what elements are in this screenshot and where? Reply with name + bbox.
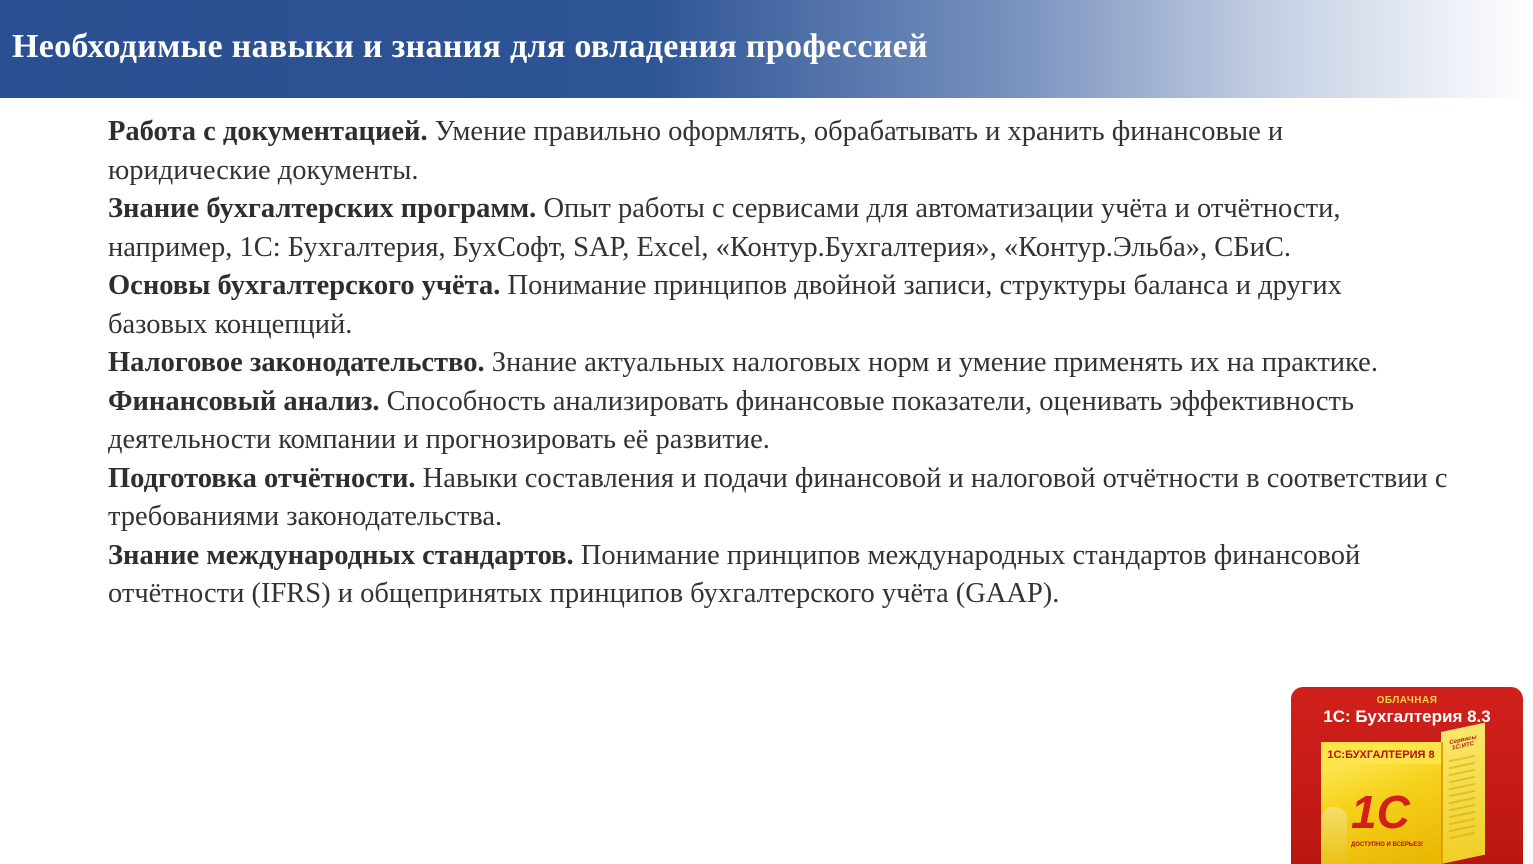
skill-term: Налоговое законодательство.: [108, 347, 485, 378]
skill-item: [108, 113, 1448, 190]
skill-description: Понимание принципов международных стандартов финансовой отчётности (IFRS) и общепринятых принципов бухгалтерского учёта (GAAP).: [108, 539, 1361, 609]
product-name: 1С: Бухгалтерия 8.3: [1323, 707, 1491, 726]
skill-item: [108, 190, 1448, 267]
product-kicker: ОБЛАЧНАЯ: [1376, 695, 1438, 706]
skill-term: Финансовый анализ.: [108, 385, 380, 417]
skill-term: Знание бухгалтерских программ.: [108, 193, 537, 224]
skill-term: Основы бухгалтерского учёта.: [108, 270, 501, 301]
skill-item: [108, 460, 1448, 537]
skill-item: [108, 537, 1448, 614]
skill-term: Работа с документацией.: [108, 116, 428, 147]
skill-term: Подготовка отчётности.: [108, 462, 416, 494]
logo-1c-icon: 1С: [1351, 786, 1410, 838]
skill-description: Понимание принципов двойной записи, структуры баланса и других базовых концепций.: [108, 270, 1342, 340]
product-image-1c-accounting: [1291, 687, 1523, 864]
skill-description: Навыки составления и подачи финансовой и налоговой отчётности в соответствии с требованиями законодательства.: [108, 462, 1448, 532]
product-person-figure: [1321, 807, 1347, 864]
skill-description: Знание актуальных налоговых норм и умение применять их на практике.: [491, 347, 1378, 378]
skill-description: Способность анализировать финансовые показатели, оценивать эффективность деятельности компании и прогнозировать её развитие.: [108, 385, 1354, 455]
skill-item: [108, 383, 1448, 460]
skill-description: Опыт работы с сервисами для автоматизации учёта и отчётности, например, 1С: Бухгалтерия, БухСофт, SAP, Excel, «Контур.Бухгалтерия», «Контур.Эльба», СБиС.: [108, 193, 1341, 263]
skill-item: [108, 267, 1448, 344]
page-title: Необходимые навыки и знания для овладения профессией: [12, 28, 928, 65]
skill-item: [108, 344, 1448, 383]
skills-list: [108, 113, 1448, 614]
product-box-side: [1441, 723, 1485, 864]
product-box-side-label: Сервисы 1С:ИТС: [1449, 734, 1477, 752]
product-box-label: 1С:БУХГАЛТЕРИЯ 8: [1327, 749, 1435, 761]
header-bar: [0, 0, 1533, 98]
skill-term: Знание международных стандартов.: [108, 539, 574, 571]
product-slogan: ДОСТУПНО И ВСЕРЬЕЗ!: [1351, 842, 1423, 848]
skill-description: Умение правильно оформлять, обрабатывать и хранить финансовые и юридические документы.: [108, 116, 1284, 186]
product-box-side-lines: [1449, 755, 1475, 841]
